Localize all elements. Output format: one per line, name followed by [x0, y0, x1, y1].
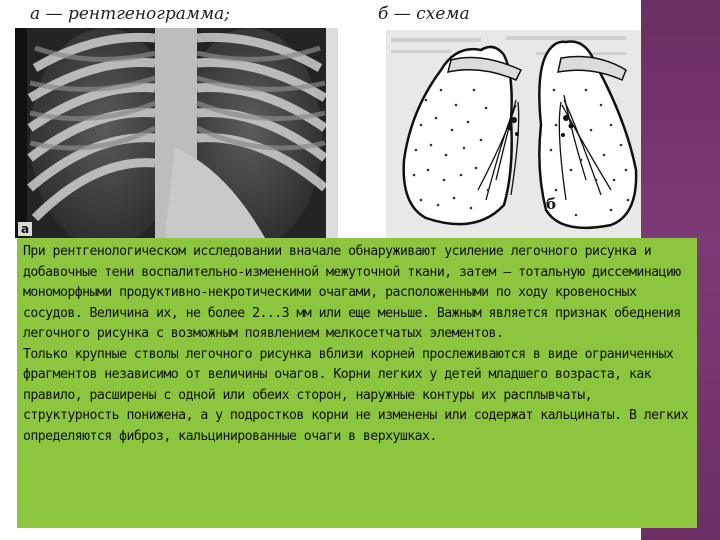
paragraph-2: Только крупные стволы легочного рисунка вблизи корней прослеживаются в виде ограниченных фрагментов независимо от величины очагов. Корни легких у детей младшего возраста, как правило, расширены с одной или обеих сторон, наружные контуры их расплывчаты, структурность понижена, а у подростков корни не изменены или содержат кальцинаты. В легких определяются фиброз, кальцинированные очаги в верхушках. — [23, 346, 696, 444]
chest-xray-graphic — [15, 28, 338, 238]
lung-scheme-graphic — [386, 30, 641, 238]
caption-scheme: б — схема — [378, 4, 470, 24]
scheme-figure-label: б — [546, 195, 557, 213]
lung-scheme-image — [386, 30, 641, 238]
paragraph-1: При рентгенологическом исследовании вначале обнаруживают усиление легочного рисунка и добавочные тени воспалительно-измененной межуточной ткани, затем — тотальную диссеминацию мономорфными продуктивно-некротическими очагами, расположенными по ходу кровеносных сосудов. Величина их, не более 2...3 мм или еще меньше. Важным является признак обеднения легочного рисунка с возможным появлением мелкосетчатых элементов. — [23, 244, 689, 341]
xray-image — [15, 28, 338, 238]
description-text-box — [17, 238, 697, 528]
xray-figure-label: а — [18, 222, 32, 236]
caption-xray: а — рентгенограмма; — [30, 4, 230, 24]
